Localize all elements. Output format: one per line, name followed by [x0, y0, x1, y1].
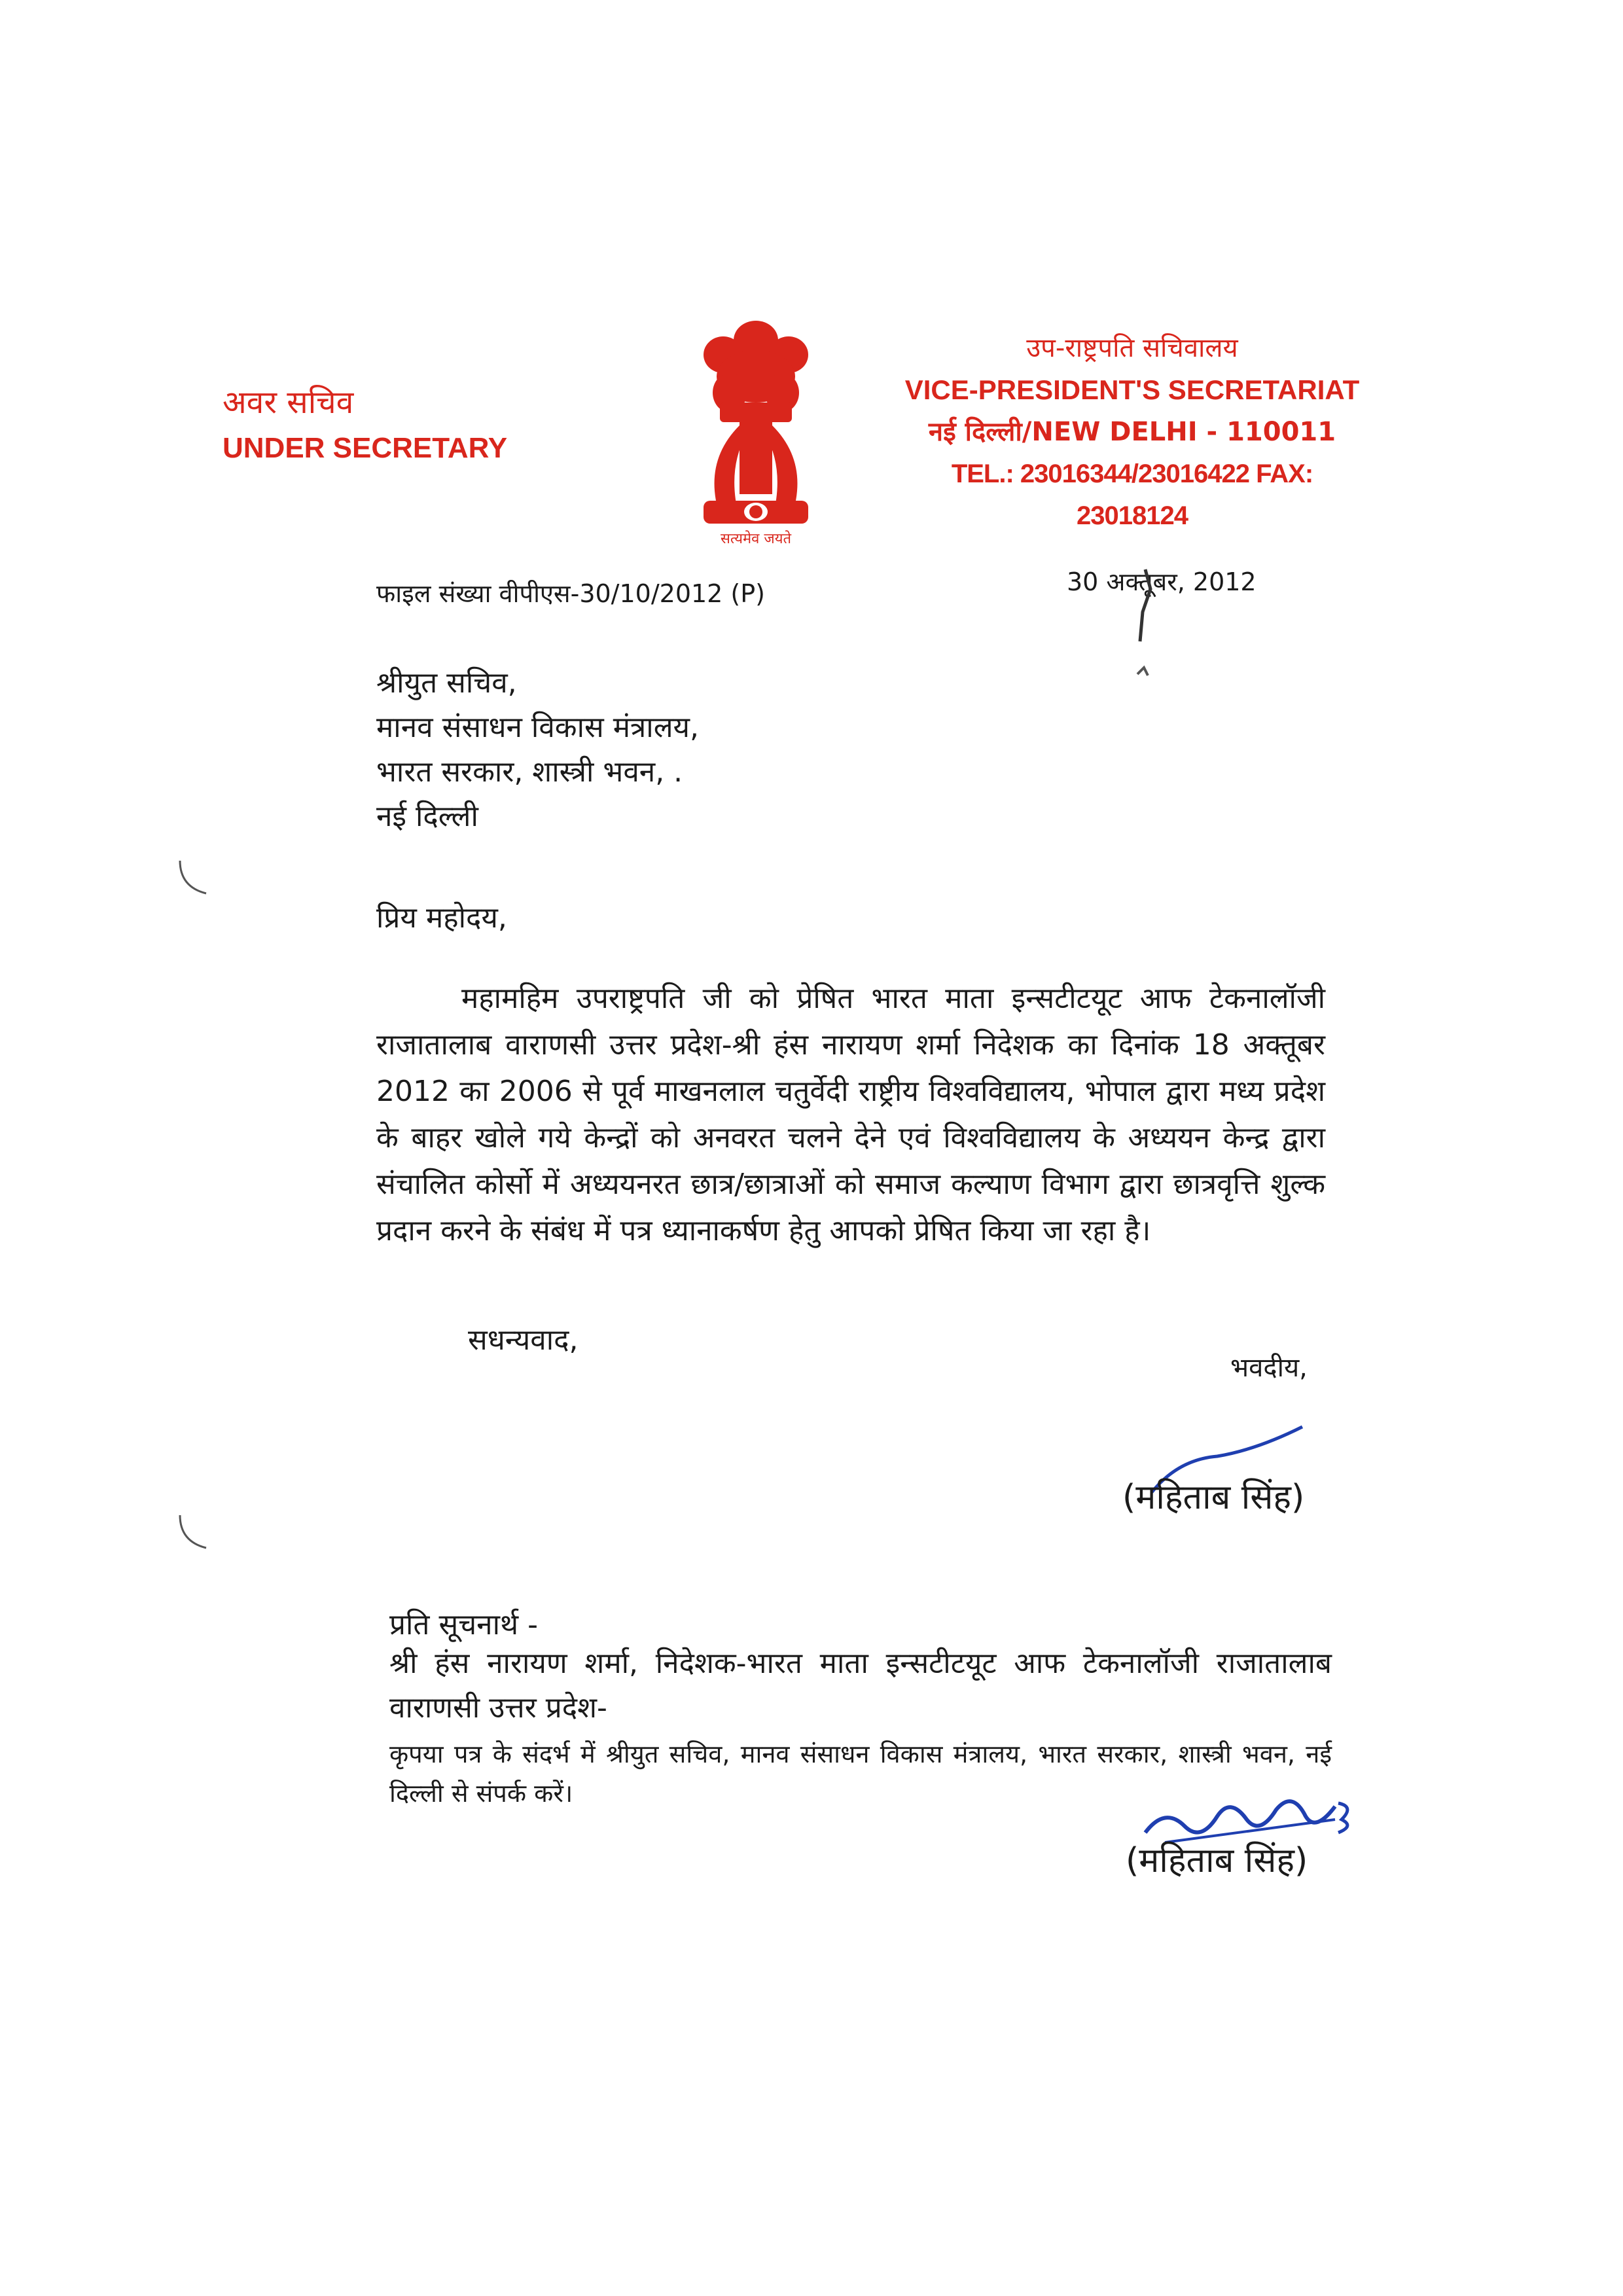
address-line: नई दिल्ली [376, 800, 478, 833]
address-line: श्रीयुत सचिव, [376, 666, 517, 700]
file-number: फाइल संख्या वीपीएस-30/10/2012 (P) [376, 579, 765, 608]
office-name-english: VICE-PRESIDENT'S SECRETARIAT [904, 374, 1360, 405]
national-emblem-icon [681, 314, 831, 550]
punch-hole-icon [173, 857, 213, 897]
office-address: नई दिल्ली/NEW DELHI - 110011 [928, 417, 1336, 447]
office-contact: TEL.: 23016344/23016422 FAX: 23018124 [951, 459, 1313, 530]
designation-english: UNDER SECRETARY [223, 432, 508, 464]
signatory-name: (महिताब सिंह) [1122, 1478, 1305, 1517]
address-line: मानव संसाधन विकास मंत्रालय, [376, 711, 700, 744]
svg-text:सत्यमेव जयते: सत्यमेव जयते [720, 531, 792, 547]
address-line: भारत सरकार, शास्त्री भवन, . [376, 755, 683, 789]
punch-hole-icon [173, 1512, 213, 1551]
salutation: प्रिय महोदय, [376, 901, 507, 935]
thanks-line: सधन्यवाद, [468, 1323, 579, 1357]
recipient-address [376, 661, 699, 839]
letter-body: महामहिम उपराष्ट्रपति जी को प्रेषित भारत माता इन्सटीटयूट आफ टेकनालॉजी राजातालाब वाराणसी उत्तर प्रदेश-श्री हंस नारायण शर्मा निदेशक का दिनांक 18 अक्तूबर 2012 का 2006 से पूर्व माखनलाल चतुर्वेदी राष्ट्रीय विश्वविद्यालय, भोपाल द्वारा मध्य प्रदेश के बाहर खोले गये केन्द्रों को अनवरत चलने देने एवं विश्वविद्यालय के अध्ययन केन्द्र द्वारा संचालित कोर्सो में अध्ययनरत छात्र/छात्राओं को समाज कल्याण विभाग द्वारा छात्रवृत्ति शुल्क प्रदान करने के संबंध में पत्र ध्यानाकर्षण हेतु आपको प्रेषित किया जा रहा है। [376, 982, 1325, 1247]
closing-line: भवदीय, [1230, 1353, 1308, 1383]
copy-signatory-name: (महिताब सिंह) [1126, 1841, 1308, 1880]
pen-mark-icon [1126, 563, 1165, 694]
letter-date: 30 अक्तूबर, 2012 [1067, 567, 1257, 596]
copy-heading: प्रति सूचनार्थ - [389, 1608, 538, 1641]
office-name-hindi: उप-राष्ट्रपति सचिवालय [1026, 333, 1238, 363]
copy-note: कृपया पत्र के संदर्भ में श्रीयुत सचिव, मानव संसाधन विकास मंत्रालय, भारत सरकार, शास्त्री भवन, नई दिल्ली से संपर्क करें। [389, 1740, 1332, 1808]
letterhead-left [223, 380, 507, 471]
designation-hindi: अवर सचिव [223, 384, 354, 421]
letterhead-right [903, 327, 1361, 537]
copy-recipient: श्री हंस नारायण शर्मा, निदेशक-भारत माता इन्सटीटयूट आफ टेकनालॉजी राजातालाब वाराणसी उत्तर प्रदेश- [389, 1647, 1332, 1725]
